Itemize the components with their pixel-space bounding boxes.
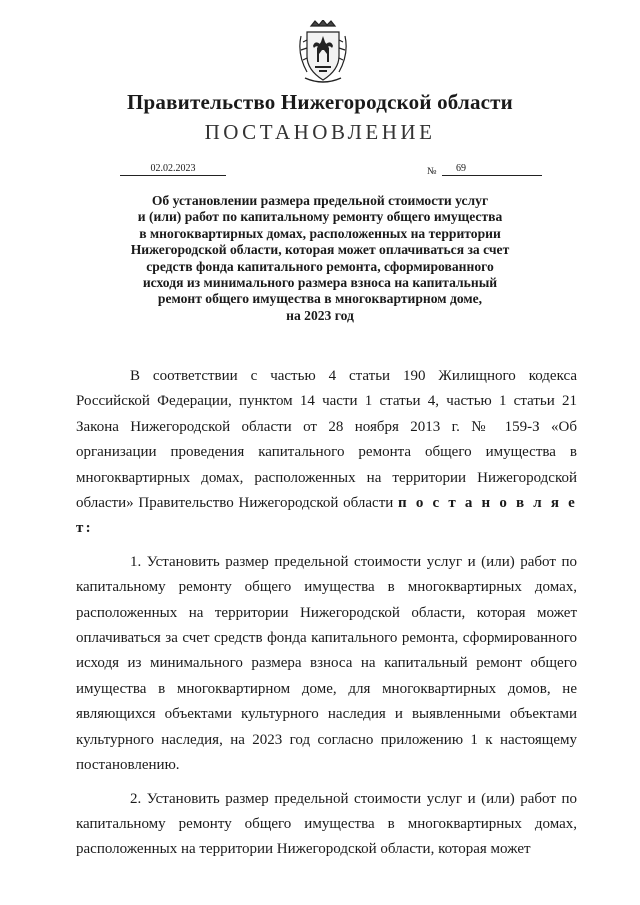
document-number-label: № — [427, 166, 437, 177]
document-title — [100, 193, 540, 324]
title-line: в многоквартирных домах, расположенных на территории — [139, 225, 501, 241]
item-1-paragraph: 1. Установить размер предельной стоимости услуг и (или) работ по капитальному ремонту общего имущества в многоквартирных домах, расположенных на территории Нижегородской области, которая может оплачиваться за счет средств фонда капитального ремонта, сформированного исходя из минимального размера взноса на капитальный ремонт общего имущества в многоквартирном доме, для многоквартирных домов, не являющихся объектами культурного наследия и выявленными объектами культурного наследия, на 2023 год согласно приложению 1 к настоящему постановлению. — [76, 553, 577, 774]
preamble-paragraph — [76, 364, 577, 542]
preamble-text: В соответствии с частью 4 статьи 190 Жилищного кодекса Российской Федерации, пунктом 14 части 1 статьи 4, частью 1 статьи 21 Закона Нижегородской области от 28 ноября 2013 г. № 159-З «Об организации проведения капитального ремонта общего имущества в многоквартирных домах, расположенных на территории Нижегородской области» Правительство Нижегородской области — [76, 368, 577, 512]
title-line: Нижегородской области, которая может оплачиваться за счет — [130, 242, 510, 258]
coat-of-arms-icon — [297, 20, 349, 84]
document-type: ПОСТАНОВЛЕНИЕ — [204, 120, 436, 144]
document-body — [76, 364, 577, 863]
organization-name: Правительство Нижегородской области — [127, 90, 513, 114]
document-number: 69 — [442, 163, 542, 176]
title-line: средств фонда капитального ремонта, сформированного — [146, 258, 494, 274]
title-line: Об установлении размера предельной стоимости услуг — [151, 193, 489, 208]
title-line: и (или) работ по капитальному ремонту общего имущества — [137, 209, 503, 225]
item-2-paragraph: 2. Установить размер предельной стоимости услуг и (или) работ по капитальному ремонту общего имущества в многоквартирных домах, расположенных на территории Нижегородской области, которая может — [76, 790, 577, 858]
title-line: исходя из минимального размера взноса на капитальный — [142, 275, 498, 291]
title-line: на 2023 год — [286, 307, 354, 323]
resolves-keyword: п о с т а н о в л я е т: — [76, 495, 577, 537]
title-line: ремонт общего имущества в многоквартирном доме, — [157, 291, 483, 307]
document-date: 02.02.2023 — [120, 163, 226, 176]
